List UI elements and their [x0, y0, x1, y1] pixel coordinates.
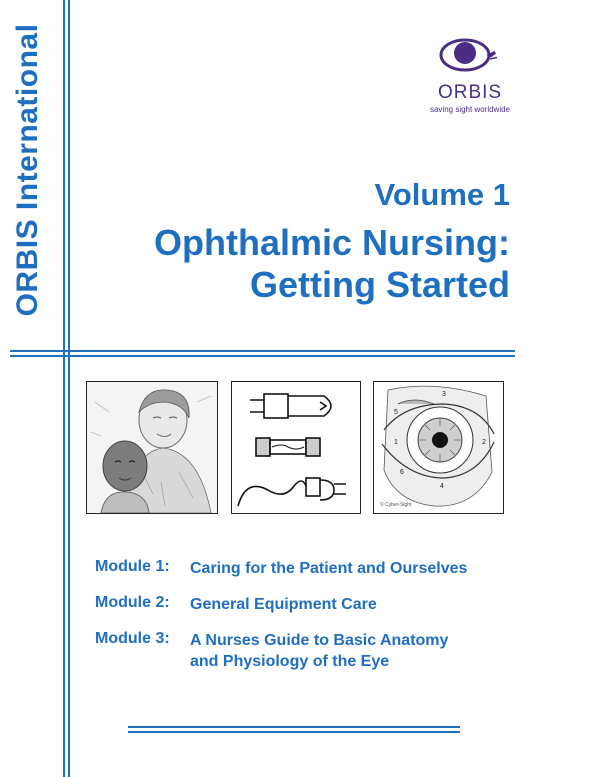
- module-number: Module 3:: [95, 630, 170, 647]
- volume-label: Volume 1: [374, 177, 510, 212]
- eye-plane-icon: [435, 35, 505, 75]
- logo-tagline: saving sight worldwide: [429, 105, 511, 114]
- module-item: [95, 558, 467, 579]
- logo-wordmark: ORBIS: [437, 82, 503, 103]
- label-3: 3: [442, 391, 446, 398]
- label-2: 2: [482, 439, 486, 446]
- eye-anatomy-diagram: [374, 382, 503, 513]
- equipment-drawing: [232, 382, 360, 513]
- title-line-1: Ophthalmic Nursing:: [153, 222, 510, 263]
- module-list: [95, 558, 467, 687]
- diagram-credit: © Cyber-Sight: [380, 502, 412, 508]
- label-1: 1: [394, 439, 398, 446]
- orbis-logo: [420, 35, 520, 114]
- module-number: Module 2:: [95, 594, 170, 611]
- footer-rule-top: [128, 726, 460, 728]
- footer-rule-bottom: [128, 731, 460, 733]
- title-line-2: Getting Started: [249, 264, 510, 305]
- plug-icon: [238, 478, 346, 506]
- side-title: [0, 0, 58, 340]
- label-6: 6: [400, 469, 404, 476]
- fuse-icon: [256, 438, 320, 456]
- module-item: [95, 630, 467, 672]
- vertical-rule-right: [68, 0, 70, 777]
- label-4: 4: [440, 483, 444, 490]
- module-title: Caring for the Patient and Ourselves: [190, 560, 468, 577]
- module-title: [190, 630, 448, 672]
- bulb-icon: [250, 394, 331, 418]
- document-title: [154, 222, 510, 306]
- module-title-line-1: A Nurses Guide to Basic Anatomy: [190, 632, 449, 649]
- side-title-text: ORBIS International: [11, 23, 44, 317]
- nurse-child-sketch: [87, 382, 217, 513]
- module-item: [95, 594, 467, 615]
- label-5: 5: [394, 409, 398, 416]
- eye-diagram-image: [373, 381, 504, 514]
- vertical-rule-left: [63, 0, 65, 777]
- nurse-child-image: [86, 381, 218, 514]
- module-title-line-2: and Physiology of the Eye: [190, 653, 390, 670]
- equipment-image: [231, 381, 361, 514]
- header-rule-bottom: [10, 355, 515, 357]
- module-title: General Equipment Care: [190, 596, 377, 613]
- module-number: Module 1:: [95, 558, 170, 575]
- header-rule-top: [10, 350, 515, 352]
